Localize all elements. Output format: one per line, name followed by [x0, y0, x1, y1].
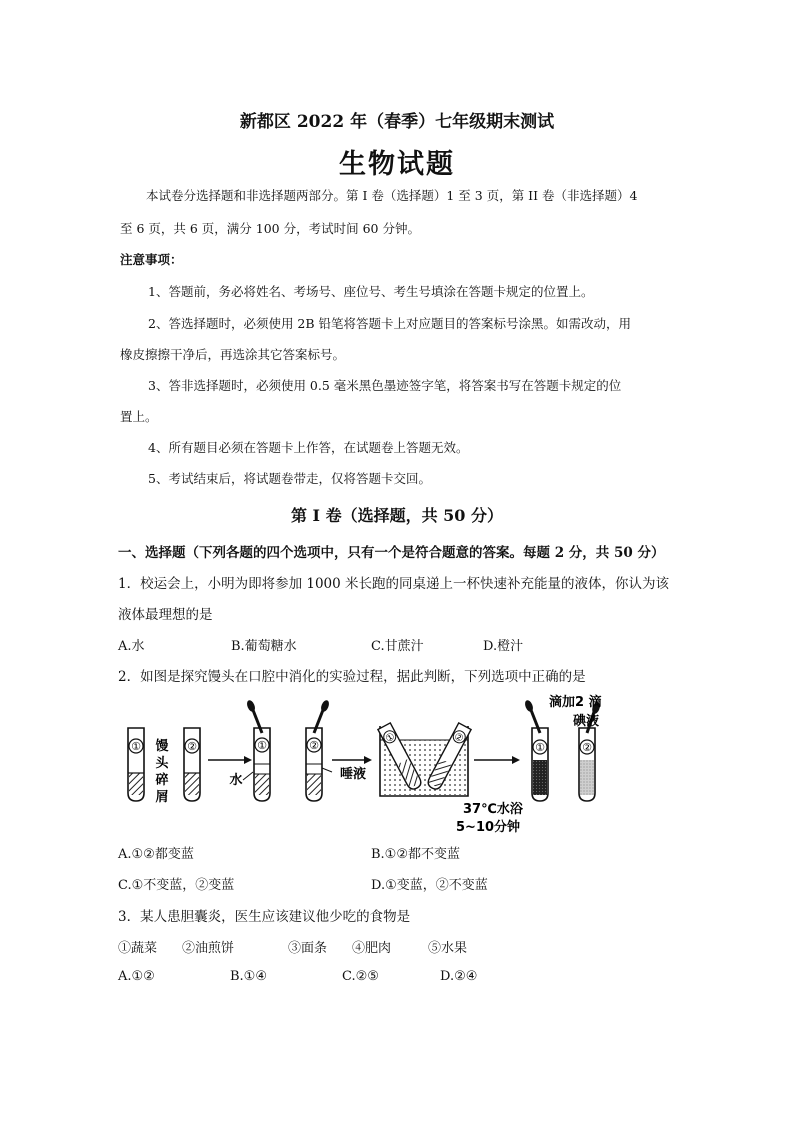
stage1-tubes [128, 728, 200, 805]
q3-option-d: D.②④ [440, 969, 478, 984]
bath-label-2: 5~10分钟 [456, 820, 521, 835]
note-2a: 2、答选择题时，必须使用 2B 铅笔将答题卡上对应题目的答案标号涂黑。如需改动，用 [148, 316, 632, 331]
q3-food-4: ④肥肉 [352, 941, 392, 956]
exam-title: 新都区 2022 年（春季）七年级期末测试 [239, 112, 555, 132]
note-2b: 橡皮擦擦干净后，再选涂其它答案标号。 [120, 347, 346, 362]
svg-text:②: ② [309, 739, 319, 752]
q2-option-c: C.①不变蓝，②变蓝 [118, 878, 235, 893]
svg-text:①: ① [535, 741, 545, 754]
tube-1-label: ① [131, 740, 141, 753]
q1-option-a: A.水 [118, 639, 145, 654]
q3-food-3: ③面条 [288, 941, 328, 956]
q3-food-1: ①蔬菜 [118, 941, 158, 956]
q1-option-d: D.橙汁 [483, 639, 524, 654]
tube-2-label: ② [187, 740, 197, 753]
stage2-tube1-water [229, 699, 270, 801]
stage2-tube2-saliva [306, 699, 366, 801]
saliva-label: 唾液 [339, 767, 367, 782]
q1-option-b: B.葡萄糖水 [231, 639, 297, 654]
section-title: 第 I 卷（选择题，共 50 分） [290, 506, 504, 525]
q1-option-c: C.甘蔗汁 [371, 639, 424, 654]
q3-option-c: C.②⑤ [342, 969, 379, 984]
note-3b: 置上。 [120, 409, 158, 424]
note-3a: 3、答非选择题时，必须使用 0.5 毫米黑色墨迹签字笔，将答案书写在答题卡规定的位 [148, 378, 622, 393]
svg-text:①: ① [257, 739, 267, 752]
water-bath [378, 723, 524, 835]
q1-line-2: 液体最理想的是 [118, 607, 213, 623]
svg-text:①: ① [383, 731, 397, 746]
subject-title: 生物试题 [339, 149, 455, 180]
experiment-figure [118, 688, 618, 836]
svg-text:②: ② [582, 741, 592, 754]
note-4: 4、所有题目必须在答题卡上作答，在试题卷上答题无效。 [148, 440, 469, 455]
intro-line-2: 至 6 页，共 6 页，满分 100 分，考试时间 60 分钟。 [120, 221, 420, 236]
bread-label-1: 馒 [155, 739, 169, 754]
note-5: 5、考试结束后，将试题卷带走，仅将答题卡交回。 [148, 471, 431, 486]
q3-food-2: ②油煎饼 [182, 941, 235, 956]
result-tubes [524, 694, 602, 801]
water-label: 水 [229, 773, 243, 788]
q2-stem: 2．如图是探究馒头在口腔中消化的实验过程，据此判断，下列选项中正确的是 [118, 669, 586, 685]
bread-label-4: 屑 [155, 790, 169, 805]
bread-label-3: 碎 [155, 773, 169, 788]
iodine-label-1: 滴加2 滴 [549, 695, 602, 710]
q2-option-a: A.①②都变蓝 [118, 847, 194, 862]
q3-option-a: A.①② [118, 969, 155, 984]
q2-option-d: D.①变蓝，②不变蓝 [371, 878, 488, 893]
q1-line-1: 1．校运会上，小明为即将参加 1000 米长跑的同桌递上一杯快速补充能量的液体，你认为该 [118, 576, 670, 592]
iodine-label-2: 碘液 [573, 714, 600, 729]
q2-option-b: B.①②都不变蓝 [371, 847, 460, 862]
bread-label-2: 头 [155, 756, 169, 771]
svg-text:②: ② [452, 731, 466, 746]
bath-label-1: 37℃水浴 [463, 802, 523, 817]
q3-stem: 3．某人患胆囊炎，医生应该建议他少吃的食物是 [118, 909, 411, 925]
q3-option-b: B.①④ [230, 969, 267, 984]
intro-line-1: 本试卷分选择题和非选择题两部分。第 I 卷（选择题）1 至 3 页，第 II 卷（非选择题）4 [146, 188, 638, 203]
section-subtitle: 一、选择题（下列各题的四个选项中，只有一个是符合题意的答案。每题 2 分，共 50 分） [118, 545, 665, 561]
q3-food-5: ⑤水果 [428, 941, 468, 956]
note-1: 1、答题前，务必将姓名、考场号、座位号、考生号填涂在答题卡规定的位置上。 [148, 284, 594, 299]
notes-heading: 注意事项： [120, 252, 183, 267]
